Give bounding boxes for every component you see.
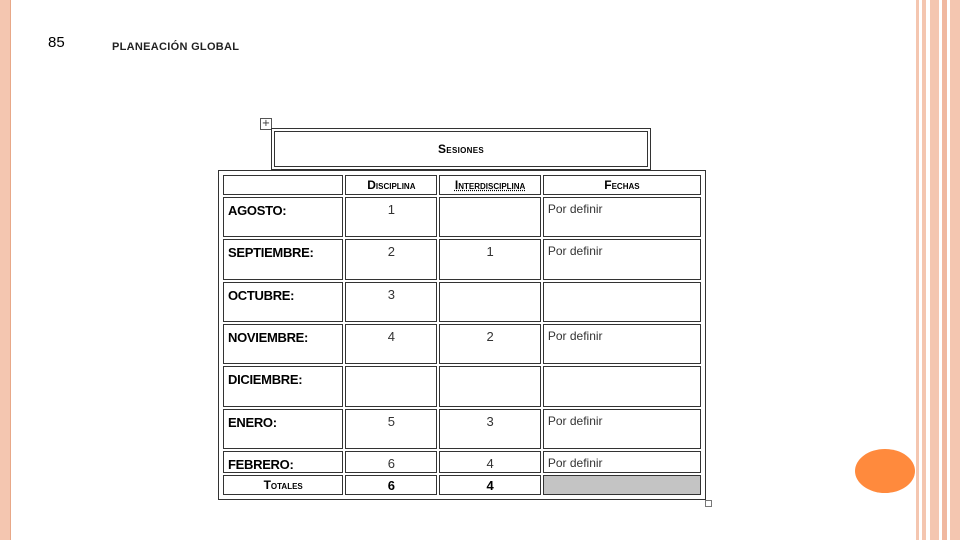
fechas-cell bbox=[543, 366, 701, 406]
table-row bbox=[223, 409, 701, 449]
header-cell-interdisciplina: Interdisciplina bbox=[439, 175, 540, 195]
sessions-table bbox=[218, 170, 706, 500]
totals-disciplina: 6 bbox=[345, 475, 437, 495]
left-frame-line bbox=[10, 0, 11, 540]
table-header-row bbox=[223, 175, 701, 195]
month-cell: ENERO: bbox=[223, 409, 343, 449]
disciplina-cell: 5 bbox=[345, 409, 437, 449]
slide-title: PLANEACIÓN GLOBAL bbox=[112, 41, 240, 53]
month-cell: NOVIEMBRE: bbox=[223, 324, 343, 364]
interdisciplina-cell: 3 bbox=[439, 409, 540, 449]
disciplina-cell bbox=[345, 366, 437, 406]
totals-interdisciplina: 4 bbox=[439, 475, 540, 495]
totals-fechas-shaded bbox=[543, 475, 701, 495]
table-row bbox=[223, 282, 701, 322]
month-cell: AGOSTO: bbox=[223, 197, 343, 237]
header-cell-disciplina: Disciplina bbox=[345, 175, 437, 195]
disciplina-cell: 3 bbox=[345, 282, 437, 322]
table-row bbox=[223, 451, 701, 473]
sessions-caption: Sesiones bbox=[274, 131, 648, 167]
totals-label: Totales bbox=[223, 475, 343, 495]
interdisciplina-cell bbox=[439, 366, 540, 406]
header-cell-empty bbox=[223, 175, 343, 195]
table-move-icon[interactable]: + bbox=[261, 118, 271, 129]
fechas-cell: Por definir bbox=[543, 197, 701, 237]
right-decorative-stripes bbox=[916, 0, 960, 540]
fechas-cell bbox=[543, 282, 701, 322]
table-row bbox=[223, 366, 701, 406]
header-cell-fechas: Fechas bbox=[543, 175, 701, 195]
interdisciplina-cell bbox=[439, 197, 540, 237]
table-resize-icon[interactable] bbox=[705, 500, 712, 507]
month-cell: OCTUBRE: bbox=[223, 282, 343, 322]
disciplina-cell: 4 bbox=[345, 324, 437, 364]
fechas-cell: Por definir bbox=[543, 239, 701, 279]
fechas-cell: Por definir bbox=[543, 451, 701, 473]
orange-circle-decoration bbox=[855, 449, 915, 493]
table-row bbox=[223, 197, 701, 237]
sessions-caption-box bbox=[271, 128, 651, 170]
interdisciplina-cell: 2 bbox=[439, 324, 540, 364]
table-row bbox=[223, 324, 701, 364]
month-cell: FEBRERO: bbox=[223, 451, 343, 473]
left-frame-bar bbox=[0, 0, 10, 540]
interdisciplina-cell: 1 bbox=[439, 239, 540, 279]
slide-number: 85 bbox=[48, 34, 65, 51]
fechas-cell: Por definir bbox=[543, 324, 701, 364]
month-cell: DICIEMBRE: bbox=[223, 366, 343, 406]
disciplina-cell: 2 bbox=[345, 239, 437, 279]
totals-row bbox=[223, 475, 701, 495]
month-cell: SEPTIEMBRE: bbox=[223, 239, 343, 279]
interdisciplina-cell bbox=[439, 282, 540, 322]
disciplina-cell: 6 bbox=[345, 451, 437, 473]
table-row bbox=[223, 239, 701, 279]
disciplina-cell: 1 bbox=[345, 197, 437, 237]
interdisciplina-cell: 4 bbox=[439, 451, 540, 473]
fechas-cell: Por definir bbox=[543, 409, 701, 449]
